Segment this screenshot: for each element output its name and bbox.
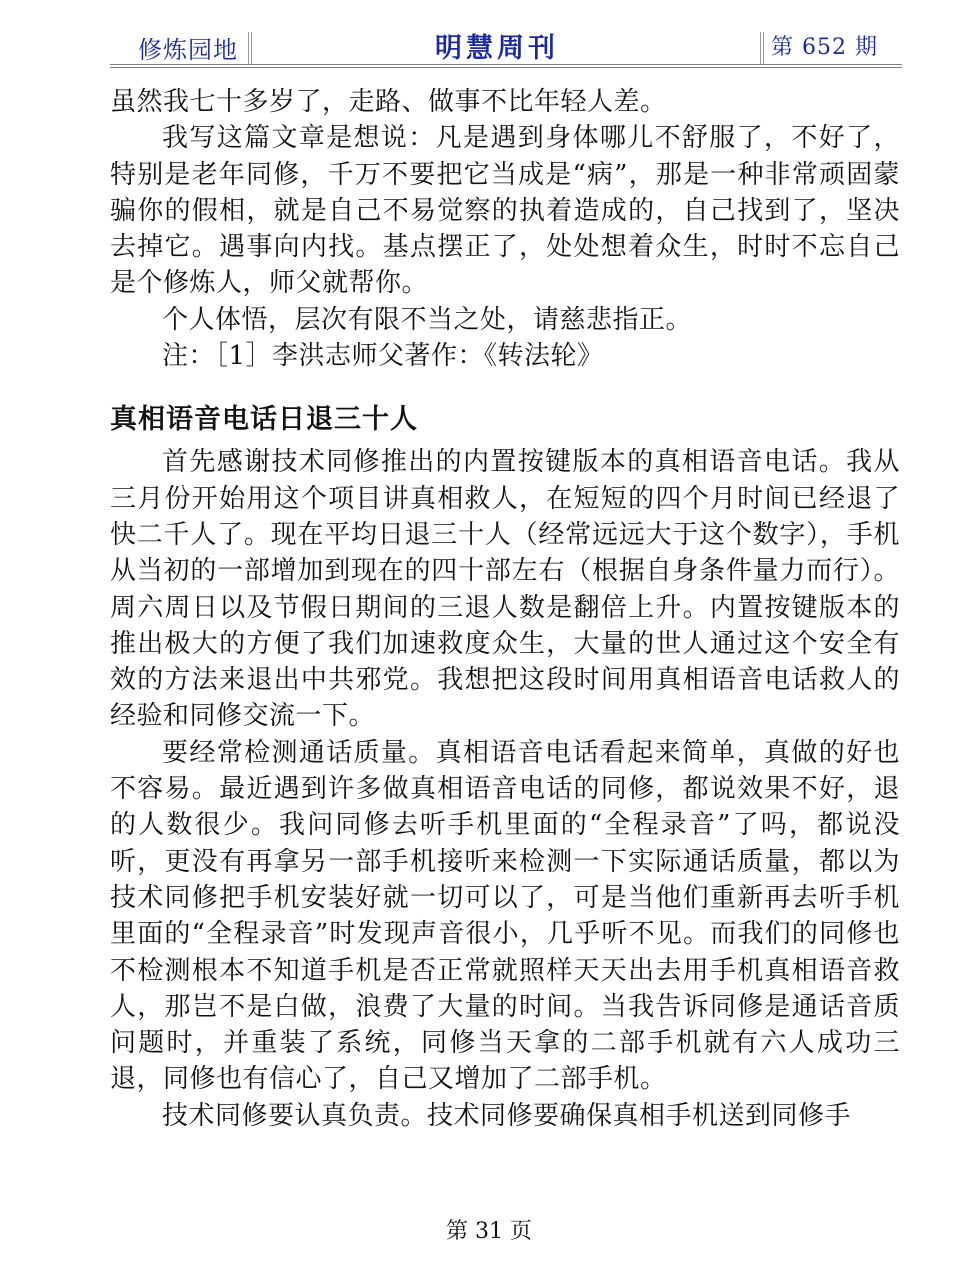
page-header [110, 24, 902, 68]
footnote: 注：［1］李洪志师父著作：《转法轮》 [162, 341, 604, 372]
page-content [110, 84, 900, 1134]
header-divider [248, 32, 252, 64]
paragraph: 虽然我七十多岁了，走路、做事不比年轻人差。 [110, 87, 667, 117]
paragraph: 个人体悟，层次有限不当之处，请慈悲指正。 [162, 304, 693, 335]
article-title: 真相语音电话日退三十人 [110, 404, 418, 436]
publication-title: 明慧周刊 [435, 33, 559, 64]
issue-number: 第 652 期 [771, 35, 878, 60]
paragraph: 我写这篇文章是想说：凡是遇到身体哪儿不舒服了，不好了，特别是老年同修，千万不要把它当成是“病”，那是一种非常顽固蒙骗你的假相，就是自己不易觉察的执着造成的，自己找到了，坚决去掉它。遇事向内找。基点摆正了，处处想着众生，时时不忘自己是个修炼人，师父就帮你。 [110, 123, 900, 299]
page-number: 第 31 页 [446, 1219, 532, 1244]
paragraph: 技术同修要认真负责。技术同修要确保真相手机送到同修手 [162, 1100, 852, 1131]
paragraph: 首先感谢技术同修推出的内置按键版本的真相语音电话。我从三月份开始用这个项目讲真相救人，在短短的四个月时间已经退了快二千人了。现在平均日退三十人（经常远远大于这个数字），手机从当初的一部增加到现在的四十部左右（根据自身条件量力而行）。周六周日以及节假日期间的三退人数是翻倍上升。内置按键版本的推出极大的方便了我们加速救度众生，大量的世人通过这个安全有效的方法来退出中共邪党。我想把这段时间用真相语音电话救人的经验和同修交流一下。 [110, 447, 900, 732]
header-divider [760, 32, 764, 64]
paragraph: 要经常检测通话质量。真相语音电话看起来简单，真做的好也不容易。最近遇到许多做真相语音电话的同修，都说效果不好，退的人数很少。我问同修去听手机里面的“全程录音”了吗，都说没听，更没有再拿另一部手机接听来检测一下实际通话质量，都以为技术同修把手机安装好就一切可以了，可是当他们重新再去听手机里面的“全程录音”时发现声音很小，几乎听不见。而我们的同修也不检测根本不知道手机是否正常就照样天天出去用手机真相语音救人，那岂不是白做，浪费了大量的时间。当我告诉同修是通话音质问题时，并重装了系统，同修当天拿的二部手机就有六人成功三退，同修也有信心了，自己又增加了二部手机。 [110, 737, 900, 1095]
section-name: 修炼园地 [138, 36, 238, 64]
header-rule [110, 64, 902, 68]
